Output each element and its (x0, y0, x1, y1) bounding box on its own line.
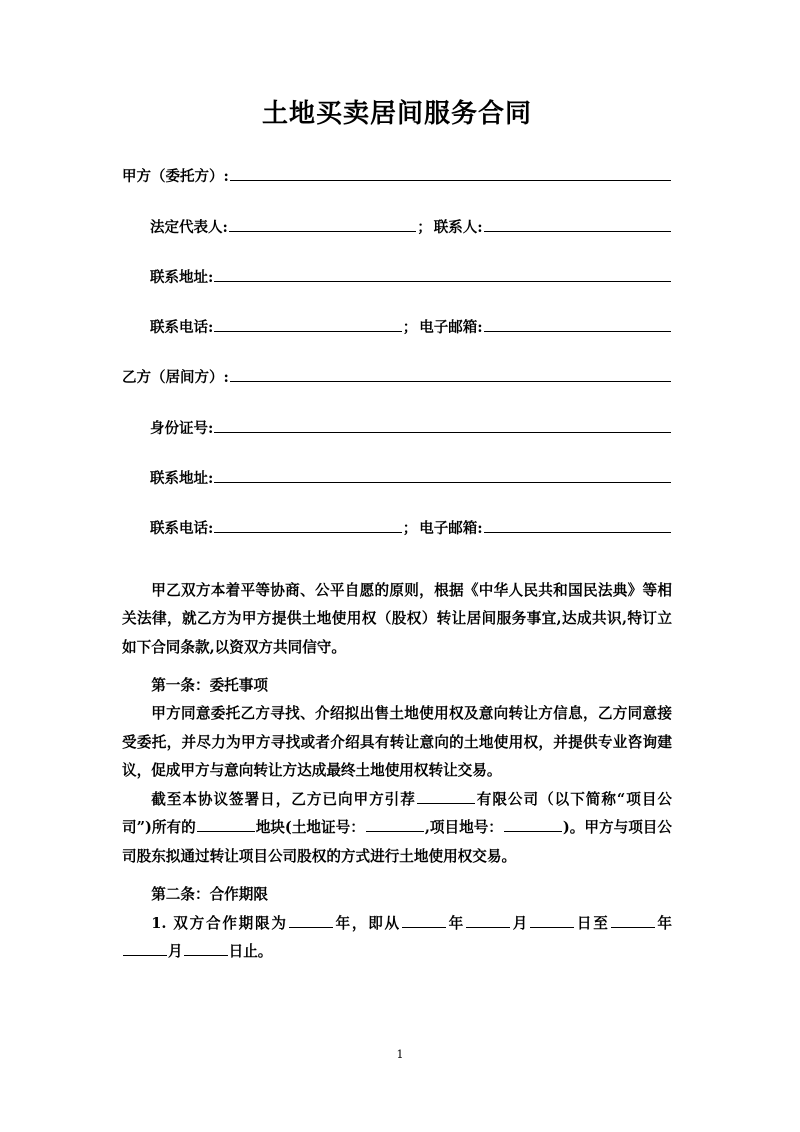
party-b-id-blank[interactable] (214, 418, 671, 433)
party-a-legal-rep-separator: ； (417, 218, 432, 236)
land-certificate-number-blank[interactable] (366, 818, 424, 832)
end-month-blank[interactable] (123, 942, 167, 956)
party-b-email-label: 电子邮箱: (419, 520, 483, 538)
page-number: 1 (396, 1048, 404, 1061)
article-one-p2-text-1: 截至本协议签署日，乙方已向甲方引荐 (151, 790, 416, 808)
article-two-item1-text-5: 日至 (575, 914, 610, 932)
party-a-legal-rep-blank[interactable] (229, 217, 416, 232)
article-two-item1-text-2: 年，即从 (333, 914, 401, 932)
party-b-phone-blank[interactable] (214, 518, 401, 533)
party-b-label: 乙方（居间方）: (122, 369, 229, 387)
article-two-item1-text-1: 1. 双方合作期限为 (151, 914, 288, 932)
article-two-item-1 (122, 910, 672, 967)
party-b-phone-label: 联系电话: (150, 520, 214, 538)
article-one-paragraph-2 (122, 786, 672, 871)
article-one-p2-text-3: 地块(土地证号： (255, 819, 365, 837)
article-one-p2-text-5: )。甲方与项目公司股东拟通过转让项目公司股权的方式进行土地使用权交易。 (122, 819, 672, 865)
party-a-phone-label: 联系电话: (150, 319, 214, 337)
party-b-heading-row (122, 368, 672, 386)
article-two-item1-text-4: 月 (511, 914, 530, 932)
party-b-name-blank[interactable] (230, 368, 671, 383)
start-year-blank[interactable] (402, 913, 446, 927)
end-year-blank[interactable] (611, 913, 655, 927)
party-a-email-label: 电子邮箱: (419, 319, 483, 337)
land-parcel-blank[interactable] (197, 818, 255, 832)
party-a-legal-rep-label: 法定代表人: (150, 218, 228, 236)
cooperation-years-blank[interactable] (289, 913, 333, 927)
party-b-block (122, 368, 672, 537)
party-a-phone-blank[interactable] (214, 317, 401, 332)
party-a-address-label: 联系地址: (150, 268, 214, 286)
party-a-address-row (122, 267, 672, 285)
start-month-blank[interactable] (466, 913, 510, 927)
document-content (122, 0, 672, 967)
project-land-number-blank[interactable] (504, 818, 562, 832)
party-b-address-label: 联系地址: (150, 469, 214, 487)
article-two-item1-text-6: 年 (655, 914, 672, 932)
preamble-paragraph: 甲乙双方本着平等协商、公平自愿的原则，根据《中华人民共和国民法典》等相关法律，就乙方为甲方提供土地使用权（股权）转让居间服务事宜,达成共识,特订立如下合同条款,以资双方共同信守。 (122, 581, 672, 656)
party-b-email-blank[interactable] (484, 518, 671, 533)
party-a-block (122, 167, 672, 336)
party-a-contact-person-blank[interactable] (484, 217, 671, 232)
article-two-item1-text-3: 年 (446, 914, 466, 932)
party-a-name-blank[interactable] (230, 167, 671, 182)
party-a-contact-person-label: 联系人: (433, 218, 483, 236)
party-b-address-blank[interactable] (214, 468, 671, 483)
article-two-item1-text-7: 月 (168, 943, 183, 961)
party-b-id-label: 身份证号: (150, 419, 214, 437)
party-b-phone-separator: ； (402, 520, 418, 538)
article-two-heading: 第二条：合作期限 (151, 886, 268, 904)
project-company-name-blank[interactable] (417, 790, 475, 804)
party-a-email-blank[interactable] (484, 317, 671, 332)
party-a-phone-row (122, 317, 672, 335)
party-a-address-blank[interactable] (214, 267, 671, 282)
end-day-blank[interactable] (184, 942, 228, 956)
party-a-legal-rep-row (122, 217, 672, 235)
party-a-heading-row (122, 167, 672, 185)
article-one-p2-text-2: 有限公司（以下简称“项目公司”)所有的 (122, 790, 672, 837)
party-a-phone-separator: ； (402, 319, 418, 337)
party-b-id-row (122, 418, 672, 436)
party-a-label: 甲方（委托方）: (122, 168, 229, 186)
party-b-address-row (122, 468, 672, 486)
article-two-item1-text-8: 日止。 (228, 943, 273, 961)
start-day-blank[interactable] (530, 913, 574, 927)
article-one-p2-text-4: ,项目地号： (424, 819, 503, 837)
page-title: 土地买卖居间服务合同 (261, 99, 532, 129)
article-one-heading: 第一条：委托事项 (151, 676, 268, 694)
party-b-phone-row (122, 518, 672, 536)
article-one-paragraph-1: 甲方同意委托乙方寻找、介绍拟出售土地使用权及意向转让方信息，乙方同意接受委托，并尽力为甲方寻找或者介绍具有转让意向的土地使用权，并提供专业咨询建议，促成甲方与意向转让方达成最终土地使用权转让交易。 (122, 705, 672, 780)
